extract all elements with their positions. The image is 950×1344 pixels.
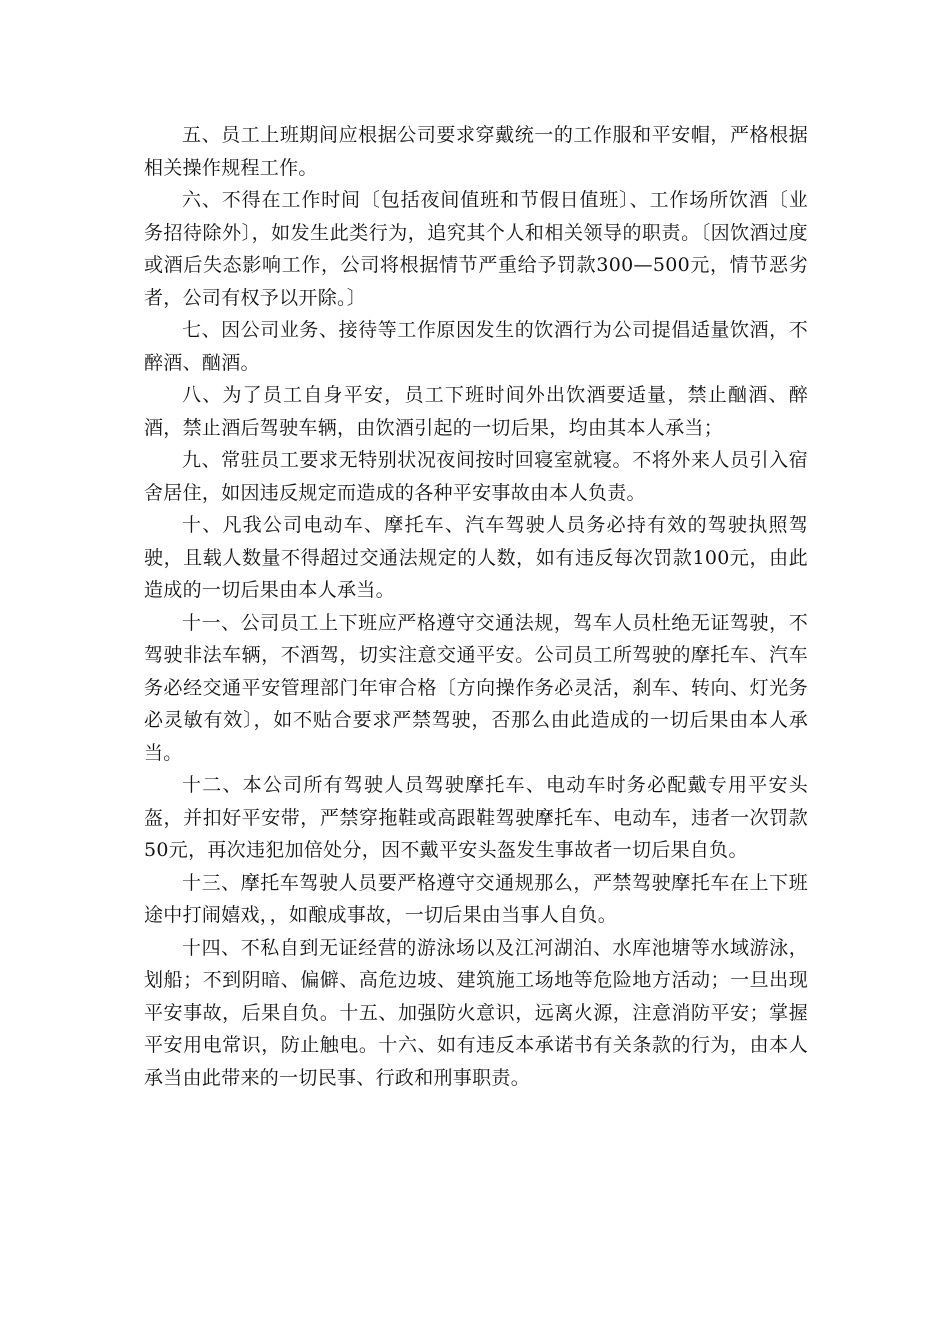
- paragraph-item-6: 六、不得在工作时间〔包括夜间值班和节假日值班〕、工作场所饮酒〔业务招待除外〕，如发生此类行为，追究其个人和相关领导的职责。〔因饮酒过度或酒后失态影响工作，公司将根据情节严重给予罚款300—500元，情节恶劣者，公司有权予以开除。〕: [144, 189, 808, 309]
- paragraph-item-9: 九、常驻员工要求无特别状况夜间按时回寝室就寝。不将外来人员引入宿舍居住，如因违反规定而造成的各种平安事故由本人负责。: [144, 449, 808, 504]
- paragraph-item-5: 五、员工上班期间应根据公司要求穿戴统一的工作服和平安帽，严格根据相关操作规程工作。: [144, 124, 808, 179]
- paragraph-item-12: 十二、本公司所有驾驶人员驾驶摩托车、电动车时务必配戴专用平安头盔，并扣好平安带，严禁穿拖鞋或高跟鞋驾驶摩托车、电动车，违者一次罚款50元，再次违犯加倍处分，因不戴平安头盔发生事故者一切后果自负。: [144, 774, 808, 861]
- document-body: [144, 119, 808, 1094]
- paragraph-item-8: 八、为了员工自身平安，员工下班时间外出饮酒要适量，禁止酗酒、醉酒，禁止酒后驾驶车辆，由饮酒引起的一切后果，均由其本人承当；: [144, 384, 808, 439]
- paragraph-item-11: 十一、公司员工上下班应严格遵守交通法规，驾车人员杜绝无证驾驶，不驾驶非法车辆，不酒驾，切实注意交通平安。公司员工所驾驶的摩托车、汽车务必经交通平安管理部门年审合格〔方向操作务必灵活，刹车、转向、灯光务必灵敏有效〕，如不贴合要求严禁驾驶，否那么由此造成的一切后果由本人承当。: [144, 611, 808, 764]
- paragraph-item-7: 七、因公司业务、接待等工作原因发生的饮酒行为公司提倡适量饮酒，不醉酒、酗酒。: [144, 319, 808, 374]
- paragraph-item-13: 十三、摩托车驾驶人员要严格遵守交通规那么，严禁驾驶摩托车在上下班途中打闹嬉戏，，如酿成事故，一切后果由当事人自负。: [144, 871, 808, 926]
- paragraph-item-14: 十四、不私自到无证经营的游泳场以及江河湖泊、水库池塘等水域游泳，划船；不到阴暗、偏僻、高危边坡、建筑施工场地等危险地方活动；一旦出现平安事故，后果自负。十五、加强防火意识，远离火源，注意消防平安；掌握平安用电常识，防止触电。十六、如有违反本承诺书有关条款的行为，由本人承当由此带来的一切民事、行政和刑事职责。: [144, 936, 808, 1089]
- paragraph-item-10: 十、凡我公司电动车、摩托车、汽车驾驶人员务必持有效的驾驶执照驾驶，且载人数量不得超过交通法规定的人数，如有违反每次罚款100元，由此造成的一切后果由本人承当。: [144, 514, 808, 601]
